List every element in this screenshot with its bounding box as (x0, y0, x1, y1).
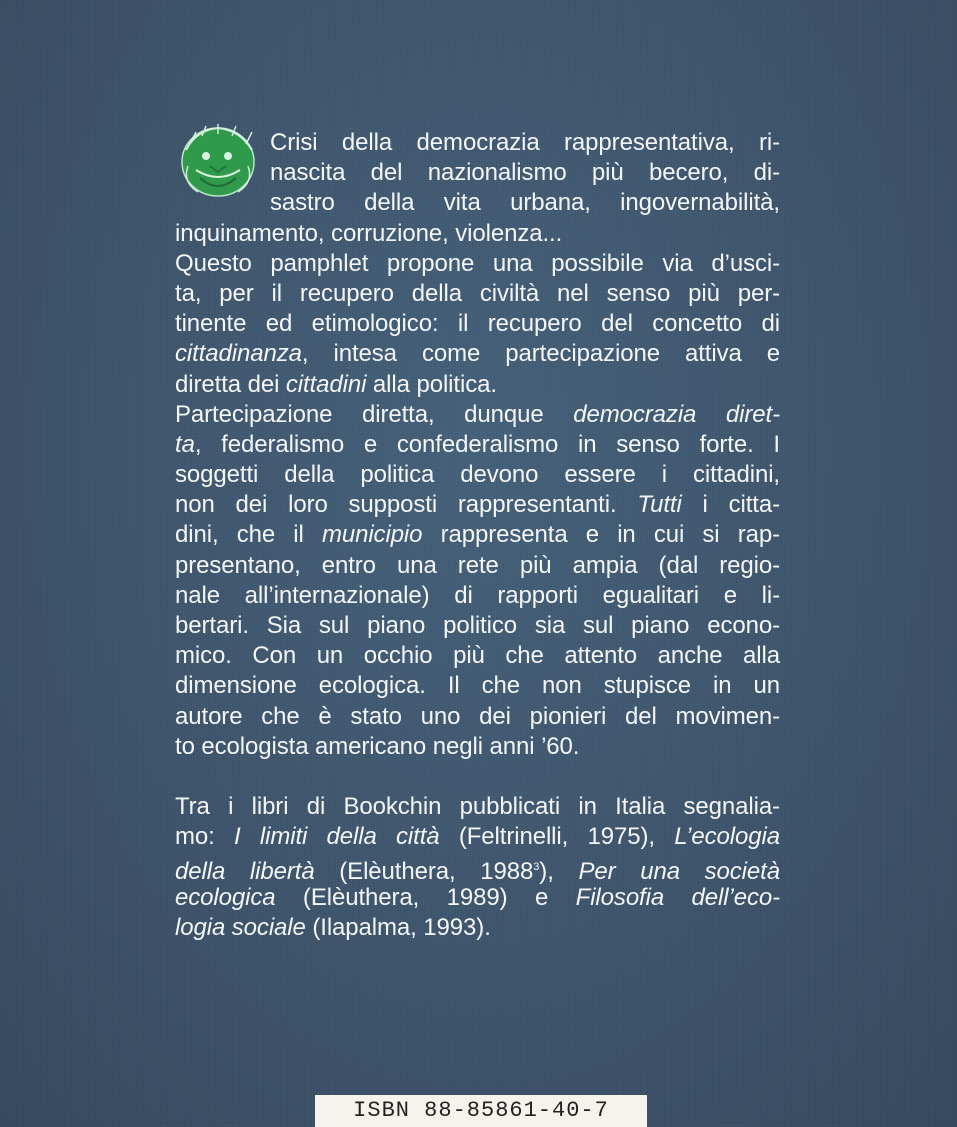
text-line: nascita del nazionalismo più becero, di- (270, 159, 780, 187)
paragraph-gap (175, 762, 780, 792)
text-line: non dei loro supposti rappresentanti. Tutti i citta- (175, 491, 780, 519)
text-line: nale all’internazionale) di rapporti egualitari e li- (175, 581, 780, 609)
text-line: mico. Con un occhio più che attento anche alla (175, 642, 780, 670)
text-line: Tra i libri di Bookchin pubblicati in Italia segnalia- (175, 792, 780, 820)
text-line: to ecologista americano negli anni ’60. (175, 732, 580, 760)
text-line: presentano, entro una rete più ampia (dal regio- (175, 551, 780, 579)
text-line: bertari. Sia sul piano politico sia sul piano econo- (175, 612, 780, 639)
text-line: dimensione ecologica. Il che non stupisce in un (175, 672, 780, 700)
text-line: inquinamento, corruzione, violenza... (175, 219, 563, 247)
text-line: Questo pamphlet propone una possibile via d’usci- (175, 249, 780, 277)
text-line: tinente ed etimologico: il recupero del concetto di (175, 310, 780, 338)
text-line: soggetti della politica devono essere i cittadini, (175, 461, 780, 489)
text-line: sastro della vita urbana, ingovernabilità, (270, 189, 780, 217)
text-line: Partecipazione diretta, dunque democrazia diret- (175, 400, 780, 428)
isbn-label: ISBN 88-85861-40-7 (315, 1095, 647, 1127)
text-line: diretta dei cittadini alla politica. (175, 370, 497, 398)
text-line: cittadinanza, intesa come partecipazione attiva e (175, 340, 780, 368)
text-line: della libertà (Elèuthera, 1988$^3$), Per una società (175, 858, 780, 886)
text-line: mo: I limiti della città (Feltrinelli, 1975), L’ecologia (175, 823, 781, 851)
text-line: Crisi della democrazia rappresentativa, ri- (270, 129, 780, 156)
text-line: ta, federalismo e confederalismo in senso forte. I (175, 430, 780, 458)
text-line: logia sociale (Ilapalma, 1993). (175, 913, 491, 941)
text-line: ecologica (Elèuthera, 1989) e Filosofia dell’eco- (175, 883, 781, 911)
text-line: dini, che il municipio rappresenta e in cui si rap- (175, 521, 781, 549)
text-line: autore che è stato uno dei pionieri del movimen- (175, 702, 780, 730)
back-cover-text (175, 128, 780, 943)
text-line: ta, per il recupero della civiltà nel senso più per- (175, 279, 780, 307)
